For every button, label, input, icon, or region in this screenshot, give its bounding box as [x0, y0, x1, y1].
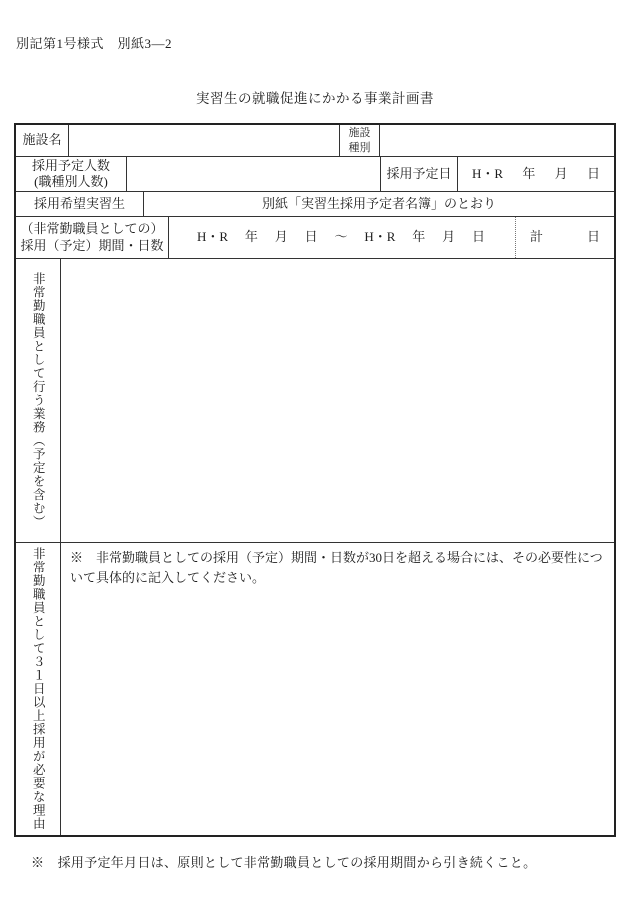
planned-hires-label-line1: 採用予定人数: [31, 157, 110, 173]
facility-type-label-line1: 施設: [348, 127, 371, 140]
row-trainees: [16, 192, 614, 217]
facility-type-field[interactable]: [380, 125, 614, 156]
period-total-field[interactable]: [516, 217, 614, 258]
period-label-line1: （非常勤職員としての）: [20, 221, 164, 237]
period-start-day-label: 日: [304, 229, 318, 245]
period-start-era: H・R: [197, 229, 229, 245]
period-start-year-label: 年: [244, 229, 258, 245]
row-reason: [16, 543, 614, 835]
footer-note: ※ 採用予定年月日は、原則として非常勤職員としての採用期間から引き続くこと。: [31, 855, 537, 870]
period-end-day-label: 日: [471, 229, 485, 245]
page-title: 実習生の就職促進にかかる事業計画書: [196, 91, 434, 106]
plan-form-table: [14, 123, 616, 837]
hire-date-year-label: 年: [522, 165, 536, 181]
form-code-label: 別記第1号様式 別紙3―2: [16, 36, 173, 51]
period-total-label: 計: [530, 229, 544, 245]
period-label-line2: 採用（予定）期間・日数: [20, 237, 164, 253]
hire-date-day-label: 日: [586, 165, 600, 181]
facility-type-label-line2: 種別: [348, 141, 371, 154]
period-tilde: ～: [334, 229, 348, 245]
period-end-era: H・R: [364, 229, 396, 245]
facility-type-label: [340, 125, 380, 156]
reason-label-cell: [16, 543, 61, 835]
planned-hires-field[interactable]: [127, 157, 381, 191]
planned-hires-label: [16, 157, 127, 191]
period-start-month-label: 月: [274, 229, 288, 245]
row-period: [16, 217, 614, 259]
row-duties: [16, 259, 614, 543]
facility-name-field[interactable]: [69, 125, 340, 156]
hire-date-era: H・R: [472, 165, 504, 181]
row-facility: [16, 125, 614, 157]
duties-field[interactable]: [61, 259, 614, 542]
duties-label: 非常勤職員として行う業務（予定を含む）: [31, 272, 46, 529]
trainees-label: 採用希望実習生: [16, 192, 144, 216]
period-end-year-label: 年: [412, 229, 426, 245]
period-label: [16, 217, 169, 258]
period-end-month-label: 月: [442, 229, 456, 245]
hire-date-label: 採用予定日: [381, 157, 458, 191]
hire-date-month-label: 月: [554, 165, 568, 181]
planned-hires-label-line2: (職種別人数): [34, 174, 108, 189]
row-planned-hires: [16, 157, 614, 192]
facility-name-label: 施設名: [16, 125, 69, 156]
period-total-unit: 日: [586, 229, 600, 245]
reason-label: 非常勤職員として３１日以上採用が必要な理由: [31, 547, 46, 831]
hire-date-field[interactable]: [458, 157, 614, 191]
trainees-value: 別紙「実習生採用予定者名簿」のとおり: [261, 195, 496, 211]
reason-note: ※ 非常勤職員としての採用（予定）期間・日数が30日を超える場合には、その必要性について具体的に記入してください。: [70, 550, 603, 586]
period-range-field[interactable]: [169, 217, 516, 258]
duties-label-cell: [16, 259, 61, 542]
reason-field[interactable]: [61, 543, 614, 835]
